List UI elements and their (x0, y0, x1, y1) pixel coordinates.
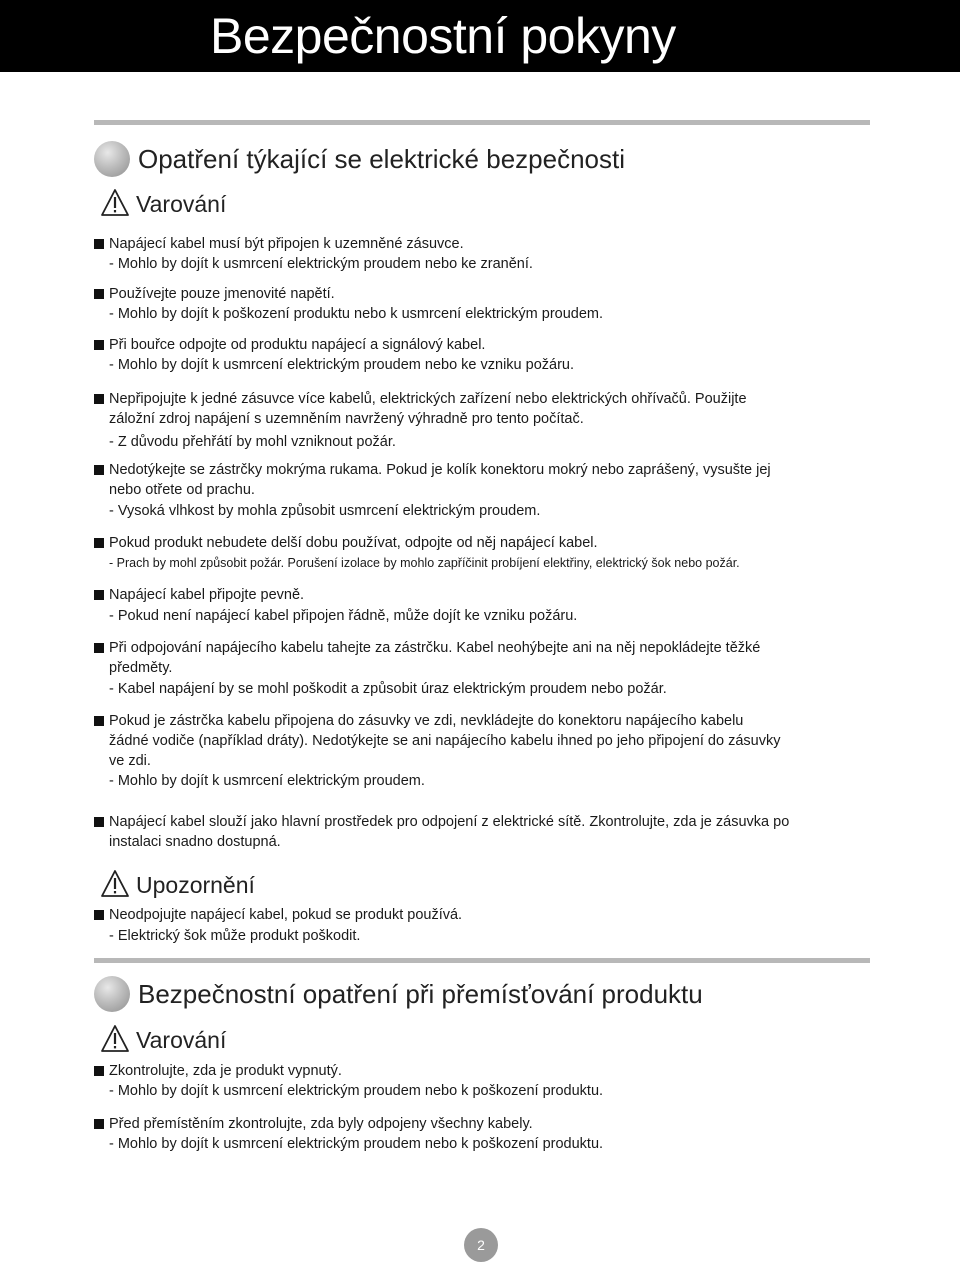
item-note: - Pokud není napájecí kabel připojen řádně, může dojít ke vzniku požáru. (109, 608, 578, 624)
square-bullet-icon (94, 1119, 104, 1129)
item-text: záložní zdroj napájení s uzemněním navržený výhradně pro tento počítač. (109, 411, 584, 427)
item-text: Při odpojování napájecího kabelu tahejte za zástrčku. Kabel neohýbejte ani na něj nepokládejte těžké (109, 640, 761, 656)
item-text: Pokud je zástrčka kabelu připojena do zásuvky ve zdi, nevkládejte do konektoru napájecího kabelu (109, 713, 744, 729)
warning-label: Varování (136, 191, 227, 217)
section-title: Bezpečnostní opatření při přemísťování produktu (138, 979, 703, 1009)
section-title: Opatření týkající se elektrické bezpečnosti (138, 144, 626, 174)
caution-label: Upozornění (136, 872, 255, 898)
item-note: - Mohlo by dojít k usmrcení elektrickým proudem nebo ke vzniku požáru. (109, 357, 575, 373)
item-text: ve zdi. (109, 753, 151, 769)
square-bullet-icon (94, 1066, 104, 1076)
item-text: Nepřipojujte k jedné zásuvce více kabelů, elektrických zařízení nebo elektrických ohřívačů. Použijte (109, 391, 747, 407)
page-number: 2 (464, 1228, 498, 1262)
item-text: Zkontrolujte, zda je produkt vypnutý. (109, 1063, 342, 1079)
item-text: Pokud produkt nebudete delší dobu používat, odpojte od něj napájecí kabel. (109, 535, 598, 551)
item-text: Neodpojujte napájecí kabel, pokud se produkt používá. (109, 907, 463, 923)
item-note: - Mohlo by dojít k usmrcení elektrickým proudem. (109, 773, 425, 789)
page-title: Bezpečnostní pokyny (210, 8, 676, 64)
item-note: - Elektrický šok může produkt poškodit. (109, 928, 361, 944)
item-note: - Kabel napájení by se mohl poškodit a způsobit úraz elektrickým proudem nebo požár. (109, 681, 667, 697)
square-bullet-icon (94, 910, 104, 920)
section-bullet-icon (94, 141, 130, 177)
section-divider (94, 958, 870, 963)
item-text: Napájecí kabel připojte pevně. (109, 587, 305, 603)
square-bullet-icon (94, 716, 104, 726)
item-note: - Mohlo by dojít k usmrcení elektrickým proudem nebo ke zranění. (109, 256, 533, 272)
item-text: předměty. (109, 660, 173, 676)
item-note: - Mohlo by dojít k usmrcení elektrickým proudem nebo k poškození produktu. (109, 1083, 604, 1099)
item-note: - Z důvodu přehřátí by mohl vzniknout požár. (109, 434, 396, 450)
item-text: instalaci snadno dostupná. (109, 834, 281, 850)
square-bullet-icon (94, 465, 104, 475)
square-bullet-icon (94, 394, 104, 404)
item-text: Při bouřce odpojte od produktu napájecí a signálový kabel. (109, 337, 486, 353)
warning-triangle-icon (100, 869, 130, 899)
item-text: Napájecí kabel musí být připojen k uzemněné zásuvce. (109, 236, 464, 252)
title-bar (0, 0, 960, 72)
warning-label: Varování (136, 1027, 227, 1053)
warning-triangle-icon (100, 1024, 130, 1054)
square-bullet-icon (94, 538, 104, 548)
item-note: - Prach by mohl způsobit požár. Porušení izolace by mohlo zapříčinit probíjení elektřiny, elektrický šok nebo požár. (109, 556, 740, 570)
item-note: - Mohlo by dojít k usmrcení elektrickým proudem nebo k poškození produktu. (109, 1136, 604, 1152)
item-text: žádné vodiče (například dráty). Nedotýkejte se ani napájecího kabelu ihned po jeho připojení do zásuvky (109, 733, 781, 749)
section-bullet-icon (94, 976, 130, 1012)
section-divider (94, 120, 870, 125)
square-bullet-icon (94, 590, 104, 600)
item-text: Před přemístěním zkontrolujte, zda byly odpojeny všechny kabely. (109, 1116, 533, 1132)
item-text: Nedotýkejte se zástrčky mokrýma rukama. Pokud je kolík konektoru mokrý nebo zaprášený, vysušte jej (109, 462, 771, 478)
item-note: - Vysoká vlhkost by mohla způsobit usmrcení elektrickým proudem. (109, 503, 541, 519)
warning-triangle-icon (100, 188, 130, 218)
item-text: Používejte pouze jmenovité napětí. (109, 286, 335, 302)
square-bullet-icon (94, 289, 104, 299)
square-bullet-icon (94, 340, 104, 350)
item-note: - Mohlo by dojít k poškození produktu nebo k usmrcení elektrickým proudem. (109, 306, 604, 322)
square-bullet-icon (94, 817, 104, 827)
square-bullet-icon (94, 239, 104, 249)
item-text: Napájecí kabel slouží jako hlavní prostředek pro odpojení z elektrické sítě. Zkontrolujte, zda je zásuvka po (109, 814, 790, 830)
item-text: nebo otřete od prachu. (109, 482, 255, 498)
square-bullet-icon (94, 643, 104, 653)
